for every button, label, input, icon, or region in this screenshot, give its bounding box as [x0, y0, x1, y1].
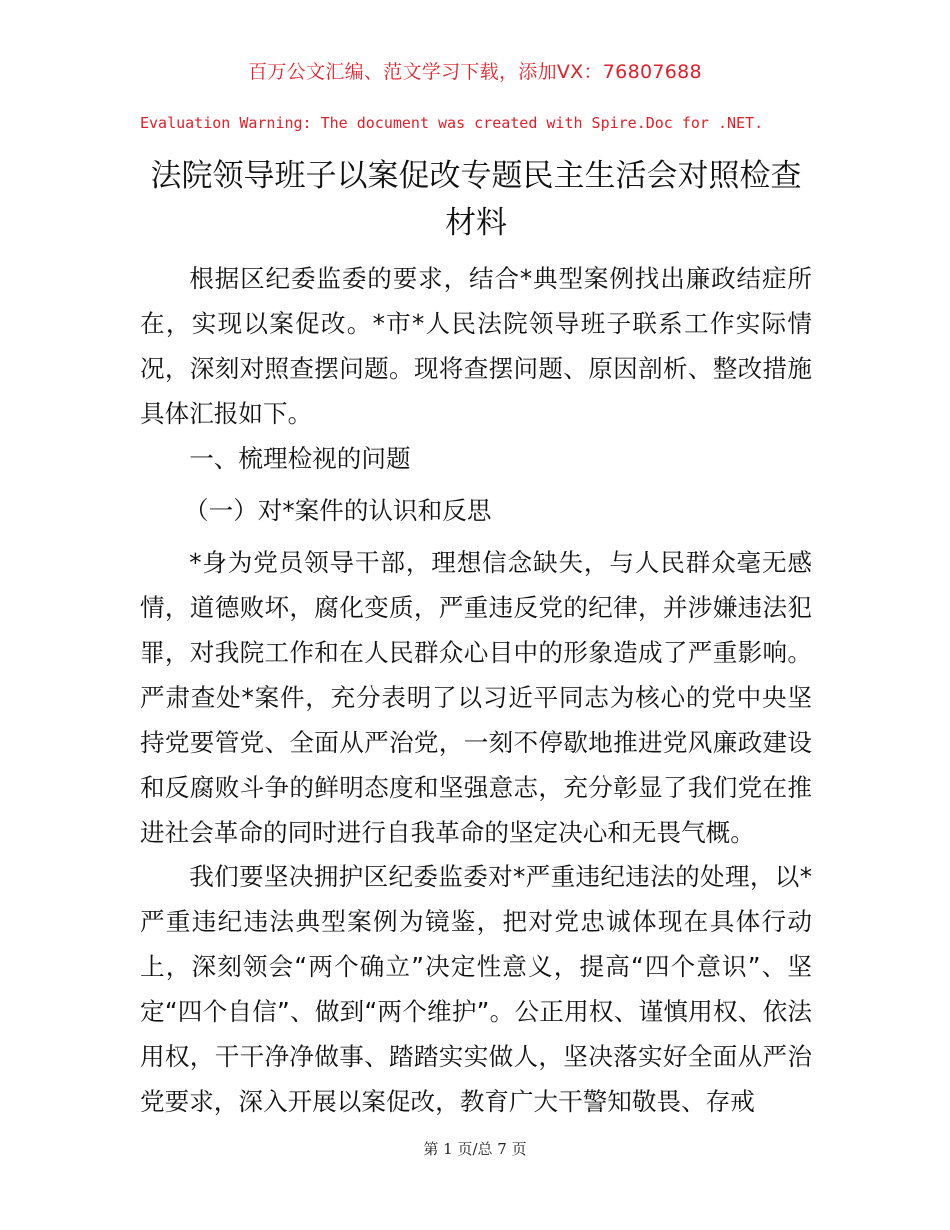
page-number-footer: 第 1 页/总 7 页 [423, 1140, 527, 1158]
subsection-heading: （一）对*案件的认识和反思 [184, 496, 492, 525]
section-heading-block [140, 436, 812, 481]
subsection-heading-block [140, 488, 812, 533]
intro-paragraph: 根据区纪委监委的要求，结合*典型案例找出廉政结症所在，实现以案促改。*市*人民法院领导班子联系工作实际情况，深刻对照查摆问题。现将查摆问题、原因剖析、整改措施具体汇报如下。 [140, 264, 812, 428]
evaluation-warning: Evaluation Warning: The document was created with Spire.Doc for .NET. [140, 114, 764, 132]
promo-banner: 百万公文汇编、范文学习下载，添加VX：76807688 [248, 61, 702, 83]
body-paragraph-1: *身为党员领导干部，理想信念缺失，与人民群众毫无感情，道德败坏，腐化变质，严重违反党的纪律，并涉嫌违法犯罪，对我院工作和在人民群众心目中的形象造成了严重影响。严肃查处*案件，充分表明了以习近平同志为核心的党中央坚持党要管党、全面从严治党，一刻不停歇地推进党风廉政建设和反腐败斗争的鲜明态度和坚强意志，充分彰显了我们党在推进社会革命的同时进行自我革命的坚定决心和无畏气概。 [140, 548, 812, 847]
document-body [140, 256, 812, 436]
document-title: 法院领导班子以案促改专题民主生活会对照检查材料 [150, 158, 802, 241]
section-heading: 一、梳理检视的问题 [189, 444, 411, 473]
paragraph-block-1 [140, 540, 812, 855]
body-paragraph-2: 我们要坚决拥护区纪委监委对*严重违纪违法的处理，以*严重违纪违法典型案例为镜鉴，把对党忠诚体现在具体行动上，深刻领会“两个确立”决定性意义，提高“四个意识”、坚定“四个自信”、做到“两个维护”。公正用权、谨慎用权、依法用权，干干净净做事、踏踏实实做人，坚决落实好全面从严治党要求，深入开展以案促改，教育广大干警知敬畏、存戒 [140, 862, 812, 1116]
paragraph-block-2 [140, 854, 812, 1124]
